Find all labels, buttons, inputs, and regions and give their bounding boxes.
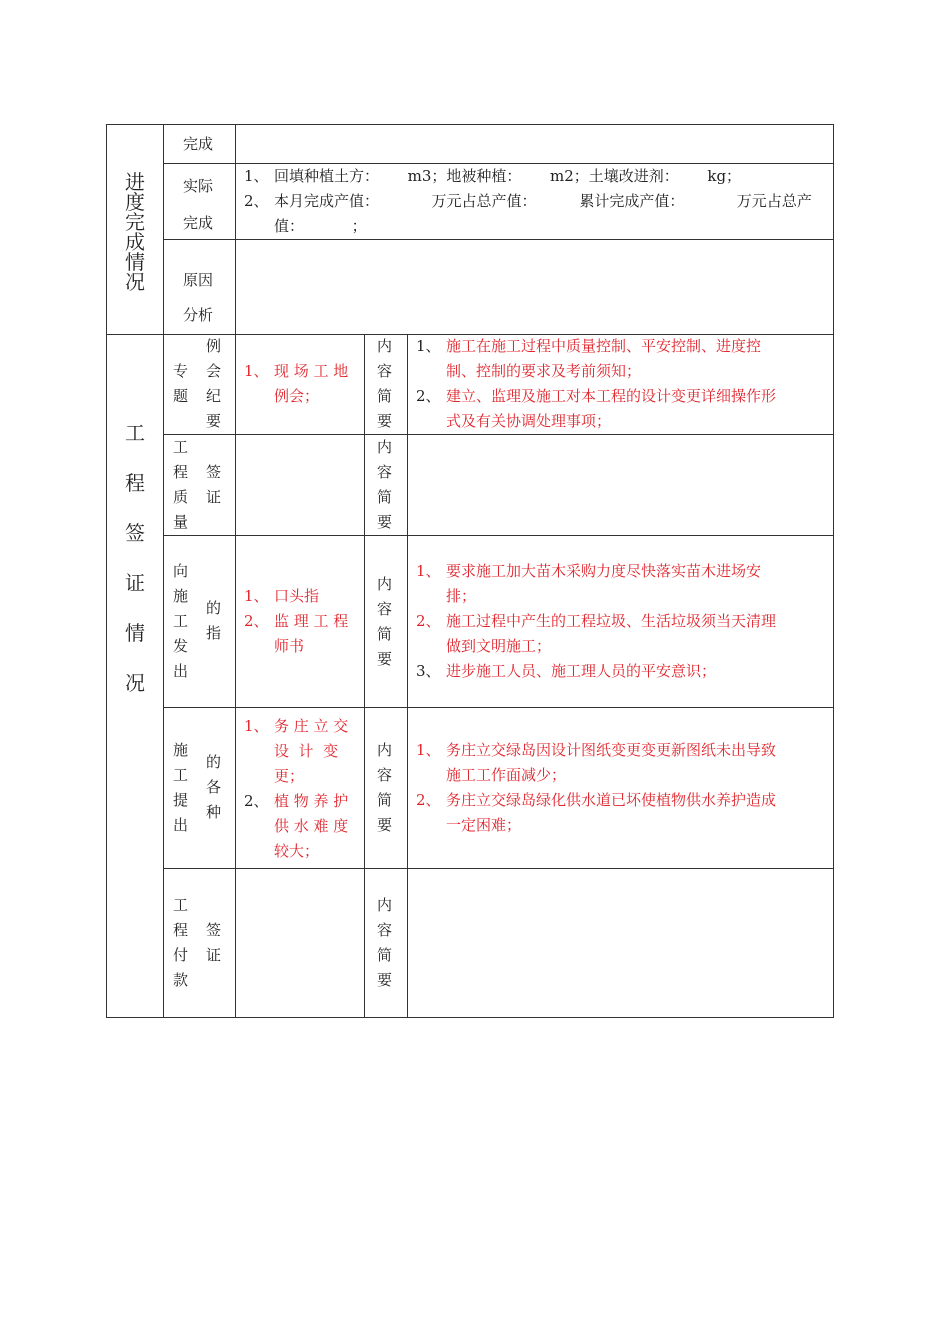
table-bottom-border [106,1017,834,1018]
line-number: 2、 [244,792,269,810]
label-char: 要 [377,971,393,989]
row-label-right [206,334,221,434]
label-char: 的 [206,753,222,771]
line-text: 现 场 工 地 [274,362,349,380]
content-line [416,788,777,813]
eng-middle-divider [235,334,236,1017]
line-text: 进步施工人员、施工理人员的平安意识； [446,662,717,680]
eng-title-char: 况 [125,671,145,695]
label-char: 出 [173,816,189,834]
label-char: 容 [377,600,393,618]
label-char: 会 [206,362,222,380]
row-label-left [173,435,188,535]
line-number: 1、 [244,167,269,185]
label-column-divider [163,124,164,1017]
middle-line [244,714,349,739]
label-char: 题 [173,387,189,405]
label-char: 要 [206,412,222,430]
line-text: 更； [274,767,305,785]
label-char: 简 [377,946,393,964]
line-text: 值： ； [274,217,367,235]
table-top-border [106,124,834,125]
content-line [416,334,762,359]
line-text: 回填种植土方： m3；地被种植： m2；土壤改进剂： kg； [274,167,742,185]
label-char: 要 [377,816,393,834]
reason-analysis-label [183,263,213,333]
content-line [416,559,762,584]
engineering-section-title [117,408,153,708]
line-text: 要求施工加大苗木采购力度尽快落实苗木进场安 [446,562,762,580]
table-right-border [833,124,834,1017]
line-number: 1、 [244,587,269,605]
line-number: 2、 [416,612,441,630]
label-char: 的 [206,599,222,617]
progress-value-divider [235,124,236,334]
label-char: 纪 [206,387,222,405]
line-text: 设 计 变 [274,742,339,760]
label-char: 容 [377,463,393,481]
row-label-left [173,359,188,409]
content-summary-label [377,738,392,838]
line-number: 1、 [244,717,269,735]
label-char: 施 [173,741,189,759]
label-char: 证 [206,946,222,964]
label-char: 发 [173,637,189,655]
line-number: 3、 [416,662,441,680]
label-char: 程 [173,463,189,481]
content-summary-label [377,893,392,993]
actual-label-line: 实际 [183,177,214,195]
content-line [416,609,777,634]
eng-content-label-left [364,334,365,1017]
line-text: 供 水 难 度 [274,817,349,835]
progress-title-char: 成 [125,230,145,254]
eng-row-divider-3 [163,707,834,708]
content-summary-label [377,435,392,535]
line-text: 口头指 [274,587,320,605]
eng-title-char: 程 [125,471,145,495]
line-text: 例会； [274,387,320,405]
reason-label-line: 原因 [183,271,214,289]
content-line [416,738,777,763]
label-char: 提 [173,791,189,809]
middle-line [244,359,349,384]
label-char: 要 [377,650,393,668]
line-number: 1、 [416,562,441,580]
label-char: 要 [377,412,393,430]
line-text: 务庄立交绿岛因设计图纸变更变更新图纸未出导致 [446,741,777,759]
line-number: 1、 [416,741,441,759]
label-char: 内 [377,337,393,355]
actual-detail-line-2 [244,189,812,214]
progress-row-divider-2 [163,239,834,240]
complete-label: 完成 [183,135,214,153]
label-char: 种 [206,803,222,821]
eng-row-divider-2 [163,535,834,536]
line-text: 做到文明施工； [446,637,552,655]
content-line [416,384,777,409]
progress-title-char: 度 [125,190,145,214]
eng-row-divider-1 [163,434,834,435]
progress-title-char: 进 [125,170,145,194]
label-char: 容 [377,362,393,380]
label-char: 证 [206,488,222,506]
line-text: 式及有关协调处理事项； [446,412,612,430]
line-text: 务庄立交绿岛绿化供水道已坏使植物供水养护造成 [446,791,777,809]
label-char: 签 [206,921,222,939]
row-label-right [206,918,221,968]
progress-title-char: 情 [125,250,145,274]
line-number: 2、 [416,387,441,405]
line-text: 植 物 养 护 [274,792,349,810]
line-text: 施工过程中产生的工程垃圾、生活垃圾须当天清理 [446,612,777,630]
content-line [416,659,717,684]
label-char: 内 [377,741,393,759]
eng-content-label-right [407,334,408,1017]
label-char: 容 [377,921,393,939]
middle-line [244,789,349,814]
table-left-border [106,124,107,1017]
label-char: 专 [173,362,189,380]
reason-label-line: 分析 [183,306,214,324]
label-char: 工 [173,896,189,914]
line-text: 本月完成产值： 万元占总产值： 累计完成产值： 万元占总产 [274,192,812,210]
content-summary-label [377,334,392,434]
line-text: 施工工作面减少； [446,766,567,784]
line-number: 2、 [416,791,441,809]
label-char: 工 [173,438,189,456]
line-text: 制、控制的要求及考前须知； [446,362,642,380]
label-char: 要 [377,513,393,531]
label-char: 容 [377,766,393,784]
eng-title-char: 情 [125,621,145,645]
eng-title-char: 工 [125,421,145,445]
actual-label-line: 完成 [183,214,214,232]
label-char: 例 [206,337,222,355]
label-char: 签 [206,463,222,481]
actual-detail-line-1 [244,164,742,189]
progress-section-title [117,172,153,292]
label-char: 款 [173,971,189,989]
middle-line [244,584,320,609]
middle-line [244,609,349,634]
label-char: 质 [173,488,189,506]
content-summary-label [377,572,392,672]
label-char: 向 [173,562,189,580]
label-char: 施 [173,587,189,605]
label-char: 内 [377,438,393,456]
label-char: 各 [206,778,222,796]
line-number: 1、 [416,337,441,355]
row-label-right [206,750,221,825]
label-char: 出 [173,662,189,680]
label-char: 量 [173,513,189,531]
label-char: 简 [377,625,393,643]
eng-row-divider-4 [163,868,834,869]
line-number: 2、 [244,192,269,210]
actual-complete-label [183,168,213,242]
label-char: 指 [206,624,222,642]
eng-title-char: 证 [125,571,145,595]
label-char: 付 [173,946,189,964]
line-text: 较大； [274,842,320,860]
line-text: 师书 [274,637,305,655]
label-char: 内 [377,896,393,914]
row-label-left [173,559,188,684]
line-number: 2、 [244,612,269,630]
label-char: 工 [173,612,189,630]
label-char: 简 [377,791,393,809]
row-label-right [206,596,221,646]
row-label-left [173,738,188,838]
progress-title-char: 完 [125,210,145,234]
eng-title-char: 签 [125,521,145,545]
line-text: 一定困难； [446,816,522,834]
label-char: 内 [377,575,393,593]
progress-title-char: 况 [125,270,145,294]
row-label-right [206,460,221,510]
line-text: 排； [446,587,477,605]
label-char: 简 [377,387,393,405]
line-number: 1、 [244,362,269,380]
line-text: 务 庄 立 交 [274,717,349,735]
line-text: 监 理 工 程 [274,612,349,630]
label-char: 程 [173,921,189,939]
label-char: 简 [377,488,393,506]
line-text: 建立、监理及施工对本工程的设计变更详细操作形 [446,387,777,405]
line-text: 施工在施工过程中质量控制、平安控制、进度控 [446,337,762,355]
row-label-left [173,893,188,993]
label-char: 工 [173,766,189,784]
